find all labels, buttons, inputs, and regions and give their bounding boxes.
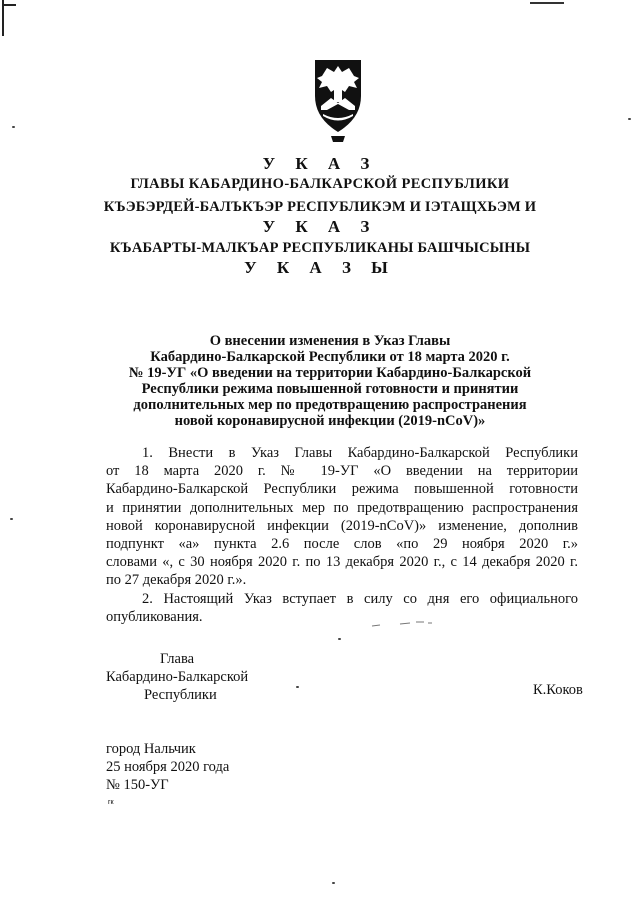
paragraph-1-line: новой коронавирусной инфекции (2019-nCoV)» изменение, дополнив (106, 517, 578, 534)
signatory-line: Кабардино-Балкарской (106, 669, 249, 685)
decree-footer (106, 740, 229, 794)
scan-dot (10, 518, 13, 520)
kbr-coat-of-arms-icon (313, 56, 363, 144)
paragraph-2-line: опубликования. (106, 608, 203, 625)
issuer-line-balkar: КЪАБАРТЫ-МАЛКЪАР РЕСПУБЛИКАНЫ БАШЧЫСЫНЫ (109, 240, 531, 256)
title-line: дополнительных мер по предотвращению распространения (133, 397, 527, 413)
title-line: О внесении изменения в Указ Главы (209, 333, 451, 349)
signatory-line: Глава (160, 651, 195, 667)
paragraph-1-line: Кабардино-Балкарской Республики режима повышенной готовности (106, 481, 578, 498)
paragraph-1-line: и принятии дополнительных мер по предотвращению распространения (106, 499, 578, 516)
decree-title (100, 333, 560, 429)
paragraph-2-line: 2. Настоящий Указ вступает в силу со дня его официального (142, 590, 578, 607)
paragraph-1-line: от 18 марта 2020 г. № 19-УГ «О введении на территории (106, 463, 578, 480)
paragraph-1-line: по 27 декабря 2020 г.». (106, 572, 247, 589)
scan-dot (12, 126, 15, 128)
decree-heading-balkar: У К А З Ы (244, 258, 396, 277)
decree-body (106, 444, 578, 626)
city: город Нальчик (106, 741, 196, 757)
scan-mark (2, 4, 16, 6)
decree-number: № 150-УГ (106, 777, 169, 793)
scan-dot (628, 118, 631, 120)
title-line: Кабардино-Балкарской Республики от 18 марта 2020 г. (150, 349, 510, 365)
scan-dot (338, 638, 341, 640)
signatory-name: К.Коков (533, 682, 583, 698)
title-line: Республики режима повышенной готовности и принятии (141, 381, 519, 397)
title-line: № 19-УГ «О введении на территории Кабардино-Балкарской (128, 365, 532, 381)
pen-mark (370, 616, 438, 630)
decree-heading: У К А З (262, 154, 378, 173)
decree-heading-kabardian: У К А З (262, 217, 378, 236)
scan-dot (332, 882, 335, 884)
signatory-line: Республики (144, 687, 217, 703)
issuer-line-russian: ГЛАВЫ КАБАРДИНО-БАЛКАРСКОЙ РЕСПУБЛИКИ (130, 176, 510, 192)
scan-dot (296, 686, 299, 688)
scan-mark (530, 2, 564, 4)
title-line: новой коронавирусной инфекции (2019-nCoV)» (174, 413, 486, 429)
paragraph-1-line: подпункт «а» пункта 2.6 после слов «по 29 ноября 2020 г.» (106, 535, 578, 552)
signatory-title (106, 650, 248, 704)
date: 25 ноября 2020 года (106, 759, 230, 775)
paragraph-1-line: 1. Внести в Указ Главы Кабардино-Балкарской Республики (142, 445, 578, 461)
paragraph-1-line: словами «, с 30 ноября 2020 г. по 13 декабря 2020 г., с 14 декабря 2020 г. (106, 554, 578, 571)
executor-initials: гк (108, 799, 114, 806)
issuer-line-kabardian: КЪЭБЭРДЕЙ-БАЛЪКЪЭР РЕСПУБЛИКЭМ И ІЭТАЩХЬЭМ И (103, 199, 537, 215)
